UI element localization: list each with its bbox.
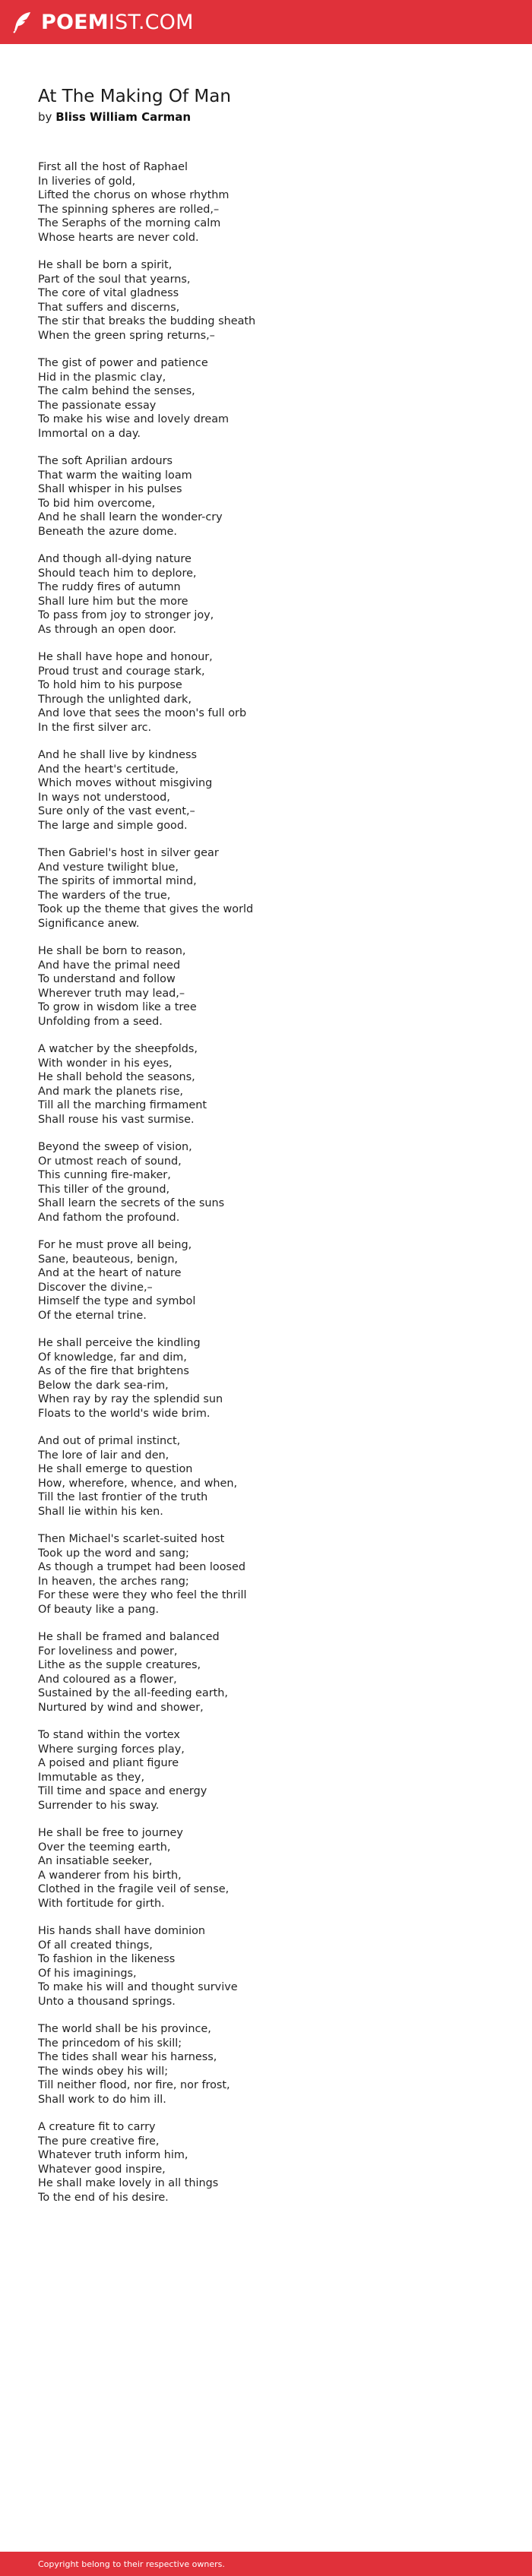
quill-pen-icon xyxy=(11,11,33,33)
poem-line: He shall be framed and balanced xyxy=(38,1631,220,1643)
poem-line: Till the last frontier of the truth xyxy=(38,1491,208,1503)
poem-line: The world shall be his province, xyxy=(38,2023,211,2035)
poem-line: And at the heart of nature xyxy=(38,1267,182,1279)
poem-line: Whatever good inspire, xyxy=(38,2163,166,2176)
poem-line: Till neither flood, nor fire, nor frost, xyxy=(38,2079,230,2091)
poem-line: He shall make lovely in all things xyxy=(38,2177,219,2189)
poem-stanza xyxy=(38,160,502,245)
poem-line: How, wherefore, whence, and when, xyxy=(38,1477,238,1490)
poem-line: Floats to the world's wide brim. xyxy=(38,1407,211,1420)
poem-line: To grow in wisdom like a tree xyxy=(38,1001,197,1013)
poem-stanza xyxy=(38,1140,502,1225)
poem-line: Unfolding from a seed. xyxy=(38,1015,163,1028)
copyright-text: Copyright belong to their respective owners. xyxy=(38,2559,225,2569)
poem-line: For he must prove all being, xyxy=(38,1239,192,1251)
poem-line: Unto a thousand springs. xyxy=(38,1995,176,2008)
poem-line: The core of vital gladness xyxy=(38,287,179,299)
poem-line: When the green spring returns,– xyxy=(38,329,215,342)
site-header xyxy=(0,0,532,44)
poem-line: This tiller of the ground, xyxy=(38,1183,170,1196)
poem-line: Till all the marching firmament xyxy=(38,1099,207,1111)
poem-line: He shall emerge to question xyxy=(38,1463,193,1475)
poem-line: Proud trust and courage stark, xyxy=(38,665,205,678)
poem-line: When ray by ray the splendid sun xyxy=(38,1393,223,1405)
poem-line: Till time and space and energy xyxy=(38,1785,207,1797)
poem-line: The spinning spheres are rolled,– xyxy=(38,203,220,216)
poem-line: Shall learn the secrets of the suns xyxy=(38,1197,225,1209)
poem-line: The tides shall wear his harness, xyxy=(38,2051,217,2063)
poem-line: Part of the soul that yearns, xyxy=(38,273,191,286)
poem-stanza xyxy=(38,356,502,441)
poem-line: This cunning fire-maker, xyxy=(38,1169,171,1181)
poem-line: Then Michael's scarlet-suited host xyxy=(38,1533,225,1545)
poem-line: And he shall learn the wonder-cry xyxy=(38,511,223,523)
poem-stanza xyxy=(38,454,502,539)
poem-line: The spirits of immortal mind, xyxy=(38,875,197,887)
poem-line: A wanderer from his birth, xyxy=(38,1869,182,1882)
poem-line: The calm behind the senses, xyxy=(38,385,195,397)
poem-line: And he shall live by kindness xyxy=(38,749,197,761)
poem-line: In liveries of gold, xyxy=(38,175,136,188)
poem-line: Surrender to his sway. xyxy=(38,1799,160,1812)
poem-line: Clothed in the fragile veil of sense, xyxy=(38,1883,230,1895)
poem-line: Nurtured by wind and shower, xyxy=(38,1701,204,1714)
poem-line: That warm the waiting loam xyxy=(38,469,192,482)
poem-line: The Seraphs of the morning calm xyxy=(38,217,221,229)
poem-line: The stir that breaks the budding sheath xyxy=(38,315,256,327)
poem-line: With fortitude for girth. xyxy=(38,1897,165,1910)
poem-line: He shall have hope and honour, xyxy=(38,651,213,663)
site-logo-link[interactable] xyxy=(11,11,194,33)
poem-stanza xyxy=(38,1042,502,1127)
poem-line: Of all created things, xyxy=(38,1939,153,1952)
poem-line: The ruddy fires of autumn xyxy=(38,581,181,593)
poem-line: Which moves without misgiving xyxy=(38,777,213,789)
poem-line: Of beauty like a pang. xyxy=(38,1603,160,1616)
poem-line: In the first silver arc. xyxy=(38,721,152,734)
poem-body xyxy=(38,160,502,2205)
poem-line: He shall perceive the kindling xyxy=(38,1337,201,1349)
poem-line: Through the unlighted dark, xyxy=(38,693,192,706)
poem-line: For loveliness and power, xyxy=(38,1645,178,1658)
poem-line: With wonder in his eyes, xyxy=(38,1057,173,1070)
poem-line: And love that sees the moon's full orb xyxy=(38,707,247,719)
poem-stanza xyxy=(38,748,502,833)
poem-title: At The Making Of Man xyxy=(38,87,231,106)
poem-line: Shall whisper in his pulses xyxy=(38,483,182,495)
poem-line: He shall be free to journey xyxy=(38,1827,183,1839)
poem-line: Significance anew. xyxy=(38,917,140,930)
poem-line: And out of primal instinct, xyxy=(38,1435,181,1447)
poem-line: The lore of lair and den, xyxy=(38,1449,169,1462)
poem-line: He shall be born to reason, xyxy=(38,945,186,957)
poem-stanza xyxy=(38,1630,502,1715)
poem-line: And mark the planets rise, xyxy=(38,1085,184,1098)
poem-line: Beneath the azure dome. xyxy=(38,525,177,538)
poem-line: Immutable as they, xyxy=(38,1771,145,1784)
poem-line: The princedom of his skill; xyxy=(38,2037,182,2050)
poem-line: For these were they who feel the thrill xyxy=(38,1589,247,1601)
poem-line: Whose hearts are never cold. xyxy=(38,231,199,244)
poem-stanza xyxy=(38,1336,502,1421)
poem-stanza xyxy=(38,1532,502,1617)
poem-line: The passionate essay xyxy=(38,399,157,412)
poem-line: Or utmost reach of sound, xyxy=(38,1155,182,1168)
poem-stanza xyxy=(38,552,502,637)
poem-line: Then Gabriel's host in silver gear xyxy=(38,847,219,859)
poem-stanza xyxy=(38,650,502,735)
poem-stanza xyxy=(38,846,502,931)
poem-line: The winds obey his will; xyxy=(38,2065,169,2078)
poem-line: And have the primal need xyxy=(38,959,181,972)
poem-line: The pure creative fire, xyxy=(38,2135,160,2148)
poem-line: To understand and follow xyxy=(38,973,176,985)
poem-line: Shall lie within his ken. xyxy=(38,1505,163,1518)
poem-line: Himself the type and symbol xyxy=(38,1295,196,1307)
poem-line: And though all-dying nature xyxy=(38,553,192,565)
poem-line: To make his will and thought survive xyxy=(38,1981,238,1993)
poem-line: The warders of the true, xyxy=(38,889,171,902)
poem-line: Sane, beauteous, benign, xyxy=(38,1253,179,1266)
poem-line: To hold him to his purpose xyxy=(38,679,182,691)
poem-line: A poised and pliant figure xyxy=(38,1757,179,1769)
poem-line: To make his wise and lovely dream xyxy=(38,413,230,425)
poem-line: Of knowledge, far and dim, xyxy=(38,1351,187,1364)
poem-line: Shall lure him but the more xyxy=(38,595,188,608)
poem-line: As through an open door. xyxy=(38,623,176,636)
poem-stanza xyxy=(38,2022,502,2107)
poem-line: The soft Aprilian ardours xyxy=(38,455,173,467)
poem-line: Lithe as the supple creatures, xyxy=(38,1659,201,1671)
poem-line: To fashion in the likeness xyxy=(38,1953,176,1965)
poem-line: Beyond the sweep of vision, xyxy=(38,1141,192,1153)
byline xyxy=(38,109,502,125)
poem-stanza xyxy=(38,1826,502,1911)
poem-stanza xyxy=(38,1924,502,2009)
poem-line: Lifted the chorus on whose rhythm xyxy=(38,189,230,201)
poem-line: To the end of his desire. xyxy=(38,2191,169,2204)
poem-line: Immortal on a day. xyxy=(38,427,141,440)
poem-line: An insatiable seeker, xyxy=(38,1855,153,1867)
site-footer xyxy=(0,2552,532,2576)
poem-line: Hid in the plasmic clay, xyxy=(38,371,166,384)
poem-stanza xyxy=(38,258,502,343)
poem-line: He shall behold the seasons, xyxy=(38,1071,195,1083)
site-logo-text: POEMIST.COM xyxy=(41,10,194,34)
byline-prefix: by xyxy=(38,110,52,124)
poem-line: Took up the theme that gives the world xyxy=(38,903,254,915)
poem-stanza xyxy=(38,2120,502,2205)
poem-line: The large and simple good. xyxy=(38,819,188,832)
poem-stanza xyxy=(38,1238,502,1323)
poem-line: As of the fire that brightens xyxy=(38,1365,189,1377)
poem-line: The gist of power and patience xyxy=(38,357,208,369)
poem-stanza xyxy=(38,1728,502,1813)
poem-line: Discover the divine,– xyxy=(38,1281,153,1294)
poem-line: Should teach him to deplore, xyxy=(38,567,197,580)
poem-line: And the heart's certitude, xyxy=(38,763,179,776)
poem-line: Where surging forces play, xyxy=(38,1743,185,1756)
poem-line: And fathom the profound. xyxy=(38,1211,180,1224)
poem-stanza xyxy=(38,1434,502,1519)
poem-line: Shall work to do him ill. xyxy=(38,2093,166,2106)
poem-line: Of his imaginings, xyxy=(38,1967,137,1980)
poem-line: That suffers and discerns, xyxy=(38,301,180,314)
poem-line: Over the teeming earth, xyxy=(38,1841,171,1854)
poem-line: Sustained by the all-feeding earth, xyxy=(38,1687,228,1699)
poem-line: In ways not understood, xyxy=(38,791,170,804)
poem-line: A watcher by the sheepfolds, xyxy=(38,1043,198,1055)
poem-line: He shall be born a spirit, xyxy=(38,259,173,271)
poem-line: Of the eternal trine. xyxy=(38,1309,147,1322)
poem-line: Shall rouse his vast surmise. xyxy=(38,1113,195,1126)
poem-line: Whatever truth inform him, xyxy=(38,2149,188,2161)
poem-stanza xyxy=(38,944,502,1029)
poem-line: His hands shall have dominion xyxy=(38,1925,206,1937)
poem-line: And vesture twilight blue, xyxy=(38,861,179,874)
poem-line: Took up the word and sang; xyxy=(38,1547,189,1560)
poem-line: Wherever truth may lead,– xyxy=(38,987,185,1000)
poem-line: In heaven, the arches rang; xyxy=(38,1575,189,1588)
poem-line: Sure only of the vast event,– xyxy=(38,805,195,817)
poem-line: As though a trumpet had been loosed xyxy=(38,1561,246,1573)
poem-line: To bid him overcome, xyxy=(38,497,156,510)
author-link[interactable]: Bliss William Carman xyxy=(55,110,192,124)
poem-line: To stand within the vortex xyxy=(38,1729,180,1741)
poem-line: First all the host of Raphael xyxy=(38,161,188,173)
poem-article xyxy=(38,85,502,2218)
poem-line: And coloured as a flower, xyxy=(38,1673,177,1686)
poem-line: To pass from joy to stronger joy, xyxy=(38,609,214,621)
poem-line: Below the dark sea-rim, xyxy=(38,1379,169,1392)
poem-line: A creature fit to carry xyxy=(38,2121,156,2133)
